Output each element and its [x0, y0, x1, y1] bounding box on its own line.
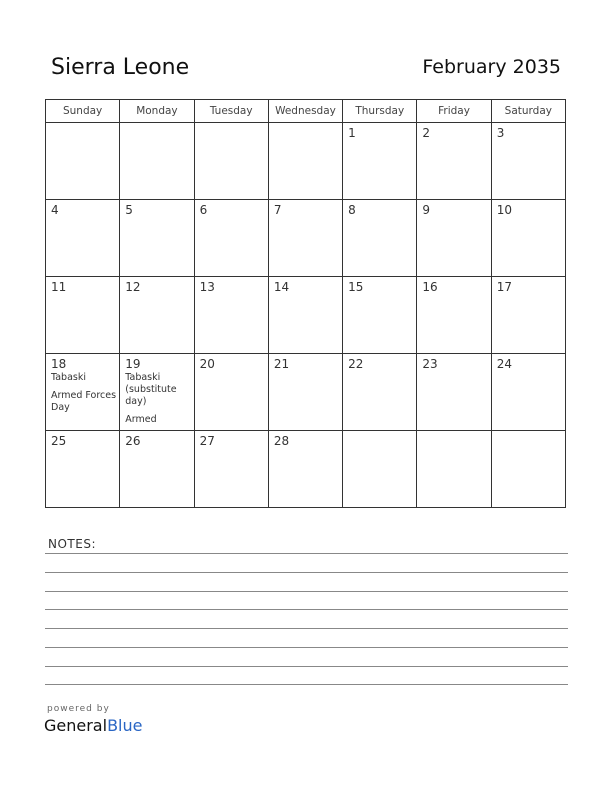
day-cell [46, 200, 120, 277]
week-row [46, 431, 566, 508]
weekday-header: Wednesday [268, 100, 342, 123]
day-cell [120, 431, 194, 508]
day-number: 1 [348, 126, 356, 140]
note-line [45, 553, 568, 554]
note-line [45, 666, 568, 667]
weekday-header: Tuesday [194, 100, 268, 123]
day-cell [46, 277, 120, 354]
day-cell [417, 354, 491, 431]
day-number: 13 [199, 280, 215, 294]
day-number: 16 [422, 280, 438, 294]
day-number: 22 [348, 357, 364, 371]
brand-blue: Blue [107, 716, 143, 735]
week-row [46, 277, 566, 354]
day-cell [417, 277, 491, 354]
brand-general: General [44, 716, 108, 735]
day-number: 10 [496, 203, 512, 217]
day-cell [194, 354, 268, 431]
day-cell [491, 123, 565, 200]
weekday-header: Friday [417, 100, 491, 123]
powered-by-text: powered by [47, 704, 110, 714]
note-line [45, 647, 568, 648]
week-row [46, 123, 566, 200]
day-number: 2 [422, 126, 431, 140]
day-cell [491, 354, 565, 431]
holiday-event: Tabaski (substitute day) [125, 372, 177, 407]
day-cell [120, 123, 194, 200]
day-number: 21 [273, 357, 290, 371]
day-cell [343, 200, 417, 277]
holiday-event: Armed Forces Day [51, 390, 117, 413]
generalblue-logo [44, 716, 142, 735]
weekday-header: Thursday [343, 100, 417, 123]
day-cell [417, 431, 491, 508]
day-cell [268, 431, 342, 508]
day-cell [194, 123, 268, 200]
day-number: 18 [51, 357, 67, 371]
day-number: 4 [51, 203, 59, 217]
day-cell [491, 200, 565, 277]
day-cell [491, 431, 565, 508]
holiday-event: Tabaski [51, 372, 86, 383]
day-number: 12 [125, 280, 141, 294]
holiday-event: Armed [125, 414, 157, 425]
week-row [46, 354, 566, 431]
weekday-header-row [46, 100, 566, 123]
day-cell [194, 431, 268, 508]
calendar-grid [45, 99, 566, 508]
notes-label: NOTES: [48, 537, 96, 551]
day-number: 25 [51, 434, 67, 448]
day-cell [343, 123, 417, 200]
note-line [45, 628, 568, 629]
day-number: 11 [51, 280, 67, 294]
day-cell [268, 200, 342, 277]
day-cell [194, 200, 268, 277]
day-cell [46, 123, 120, 200]
day-number: 27 [199, 434, 215, 448]
day-number: 20 [199, 357, 215, 371]
day-cell [46, 431, 120, 508]
day-number: 26 [125, 434, 141, 448]
note-line [45, 591, 568, 592]
day-cell [120, 277, 194, 354]
day-number: 7 [273, 203, 282, 217]
note-line [45, 609, 568, 610]
day-cell [343, 431, 417, 508]
holiday-list [125, 372, 191, 430]
weekday-header: Saturday [491, 100, 565, 123]
weekday-header: Monday [120, 100, 194, 123]
note-line [45, 684, 568, 685]
day-cell [491, 277, 565, 354]
country-title: Sierra Leone [51, 55, 190, 80]
day-number: 19 [125, 357, 141, 371]
week-row [46, 200, 566, 277]
day-cell [417, 200, 491, 277]
day-number: 8 [348, 203, 356, 217]
day-cell [417, 123, 491, 200]
day-number: 23 [422, 357, 438, 371]
day-cell [343, 354, 417, 431]
day-number: 17 [496, 280, 512, 294]
day-cell [120, 354, 194, 431]
day-number: 15 [348, 280, 364, 294]
day-cell [268, 354, 342, 431]
day-number: 5 [125, 203, 133, 217]
day-number: 14 [273, 280, 290, 294]
day-cell [194, 277, 268, 354]
weekday-header: Sunday [46, 100, 120, 123]
holiday-list [51, 372, 117, 420]
day-number: 3 [496, 126, 505, 140]
day-cell [120, 200, 194, 277]
day-cell [46, 354, 120, 431]
month-year-title: February 2035 [422, 56, 561, 78]
day-number: 6 [199, 203, 208, 217]
day-cell [268, 123, 342, 200]
day-cell [343, 277, 417, 354]
note-line [45, 572, 568, 573]
day-cell [268, 277, 342, 354]
day-number: 9 [422, 203, 431, 217]
day-number: 28 [273, 434, 290, 448]
day-number: 24 [496, 357, 512, 371]
